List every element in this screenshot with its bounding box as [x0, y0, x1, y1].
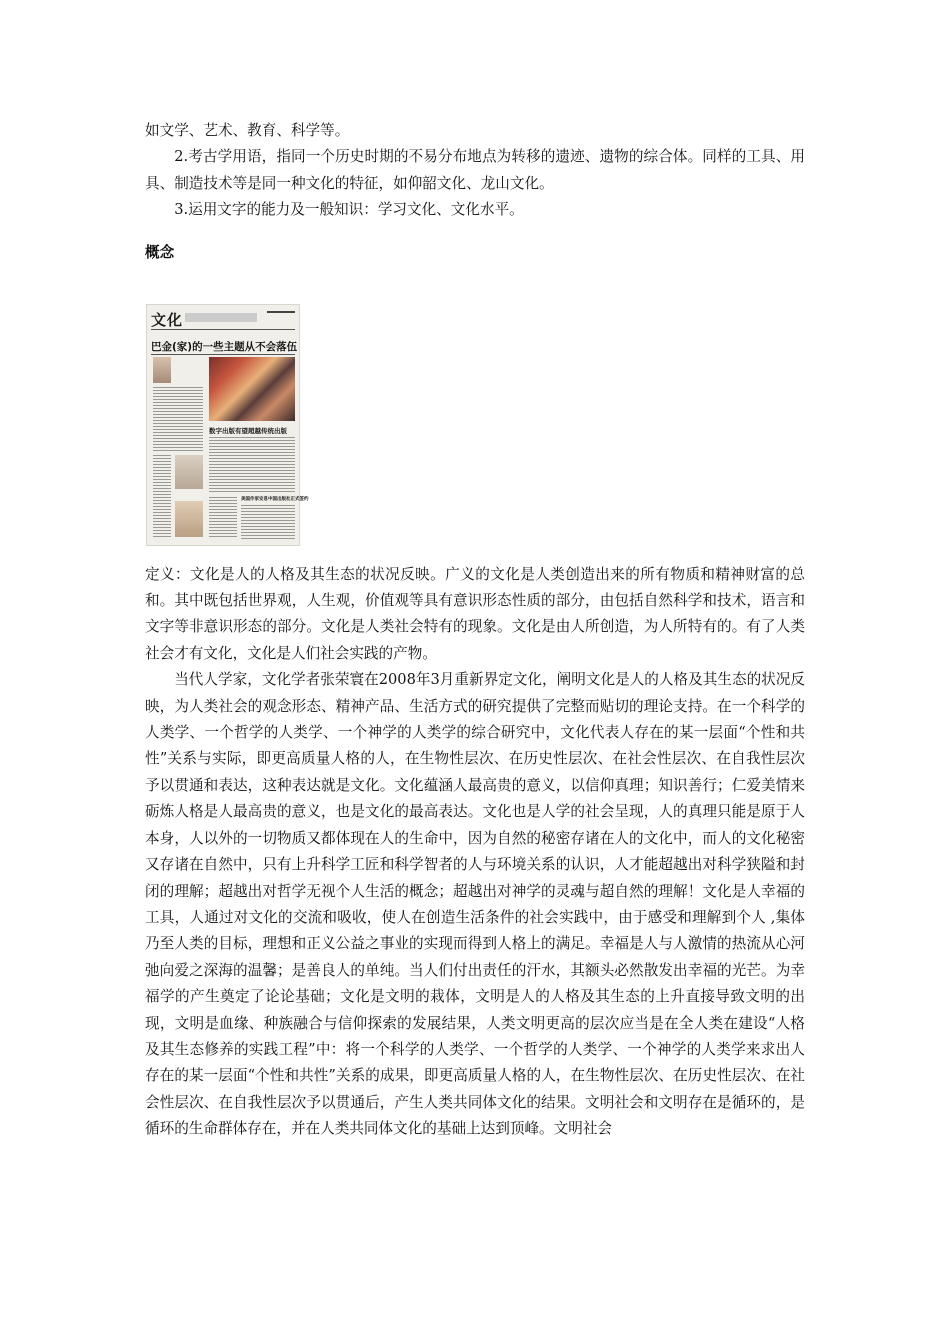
masthead-rule: [151, 329, 295, 330]
newspaper-secondary-headline: 数字出版有望超越传统出版: [209, 426, 287, 435]
newspaper-text-column: [241, 505, 295, 539]
list-item-2: 2.考古学用语，指同一个历史时期的不易分布地点为转移的遗迹、遗物的综合体。同样的工具、用具、制造技术等是同一种文化的特征，如仰韶文化、龙山文化。: [145, 148, 805, 192]
definition-paragraph: 定义：文化是人的人格及其生态的状况反映。广义的文化是人类创造出来的所有物质和精神财富的总和。其中既包括世界观，人生观，价值观等具有意识形态性质的部分，由包括自然科学和技术，语言和文字等非意识形态的部分。文化是人类社会特有的现象。文化是由人所创造，为人所特有的。有了人类社会才有文化，文化是人们社会实践的产物。: [145, 565, 805, 662]
newspaper-main-photo: [209, 357, 295, 421]
newspaper-text-column: [153, 455, 171, 539]
newspaper-figure: [146, 304, 309, 546]
headline-rule: [151, 354, 295, 355]
main-paragraph: 当代人学家，文化学者张荣寰在2008年3月重新界定文化，阐明文化是人的人格及其生态的状况反映，为人类社会的观念形态、精神产品、生活方式的研究提供了完整而贴切的理论支持。在一个科学的人类学、一个哲学的人类学、一个神学的人类学的综合研究中，文化代表人存在的某一层面“个性和共性”关系与实际，即更高质量人格的人，在生物性层次、在历史性层次、在社会性层次、在自我性层次予以贯通和表达，这种表达就是文化。文化蕴涵人最高贵的意义，以信仰真理；知识善行；仁爱美情来砺炼人格是人最高贵的意义，也是文化的最高表达。文化也是人学的社会呈现，人的真理只能是原于人本身，人以外的一切物质又都体现在人的生命中，因为自然的秘密存诸在人的文化中，而人的文化秘密又存诸在自然中，只有上升科学工匠和科学智者的人与环境关系的认识，人才能超越出对科学狭隘和封闭的理解；超越出对哲学无视个人生活的概念；超越出对神学的灵魂与超自然的理解！文化是人幸福的工具，人通过对文化的交流和吸收，使人在创造生活条件的社会实践中，由于感受和理解到个人 ,集体乃至人类的目标，理想和正义公益之事业的实现而得到人格上的满足。幸福是人与人激情的热流从心河弛向爱之深海的温馨；是善良人的单纯。当人们付出责任的汗水，其额头必然散发出幸福的光芒。为幸福学的产生奠定了论论基础；文化是文明的栽体，文明是人的人格及其生态的上升直接导致文明的出现，文明是血缘、种族融合与信仰探索的发展结果，人类文明更高的层次应当是在全人类在建设“人格及其生态修养的实践工程”中：将一个科学的人类学、一个哲学的人类学、一个神学的人类学来求出人存在的某一层面“个性和共性”关系的成果，即更高质量人格的人，在生物性层次、在历史性层次、在社会性层次、在自我性层次予以贯通后，产生人类共同体文化的结果。文明社会和文明存在是循环的，是循环的生命群体存在，并在人类共同体文化的基础上达到顶峰。文明社会: [145, 671, 805, 1138]
newspaper-portrait-photo: [153, 357, 171, 383]
newspaper-manuscript-photo: [175, 501, 203, 537]
newspaper-text-column: [209, 437, 295, 493]
newspaper-small-headline: 美国作家安息中国出版社正式签约: [241, 496, 309, 502]
masthead-bar: [185, 313, 257, 322]
newspaper-text-column: [153, 387, 203, 451]
list-item-3: 3.运用文字的能力及一般知识：学习文化、文化水平。: [174, 201, 524, 219]
newspaper-headline: 巴金(家)的一些主题从不会落伍: [151, 340, 298, 353]
document-body: [145, 118, 805, 1143]
newspaper-text-column: [209, 497, 237, 539]
newspaper-masthead: 文化: [151, 310, 184, 329]
newspaper-document-photo: [175, 455, 203, 489]
intro-line: 如文学、艺术、教育、科学等。: [145, 122, 350, 139]
section-heading: 概念: [145, 243, 175, 261]
masthead-side-box: [267, 311, 295, 329]
